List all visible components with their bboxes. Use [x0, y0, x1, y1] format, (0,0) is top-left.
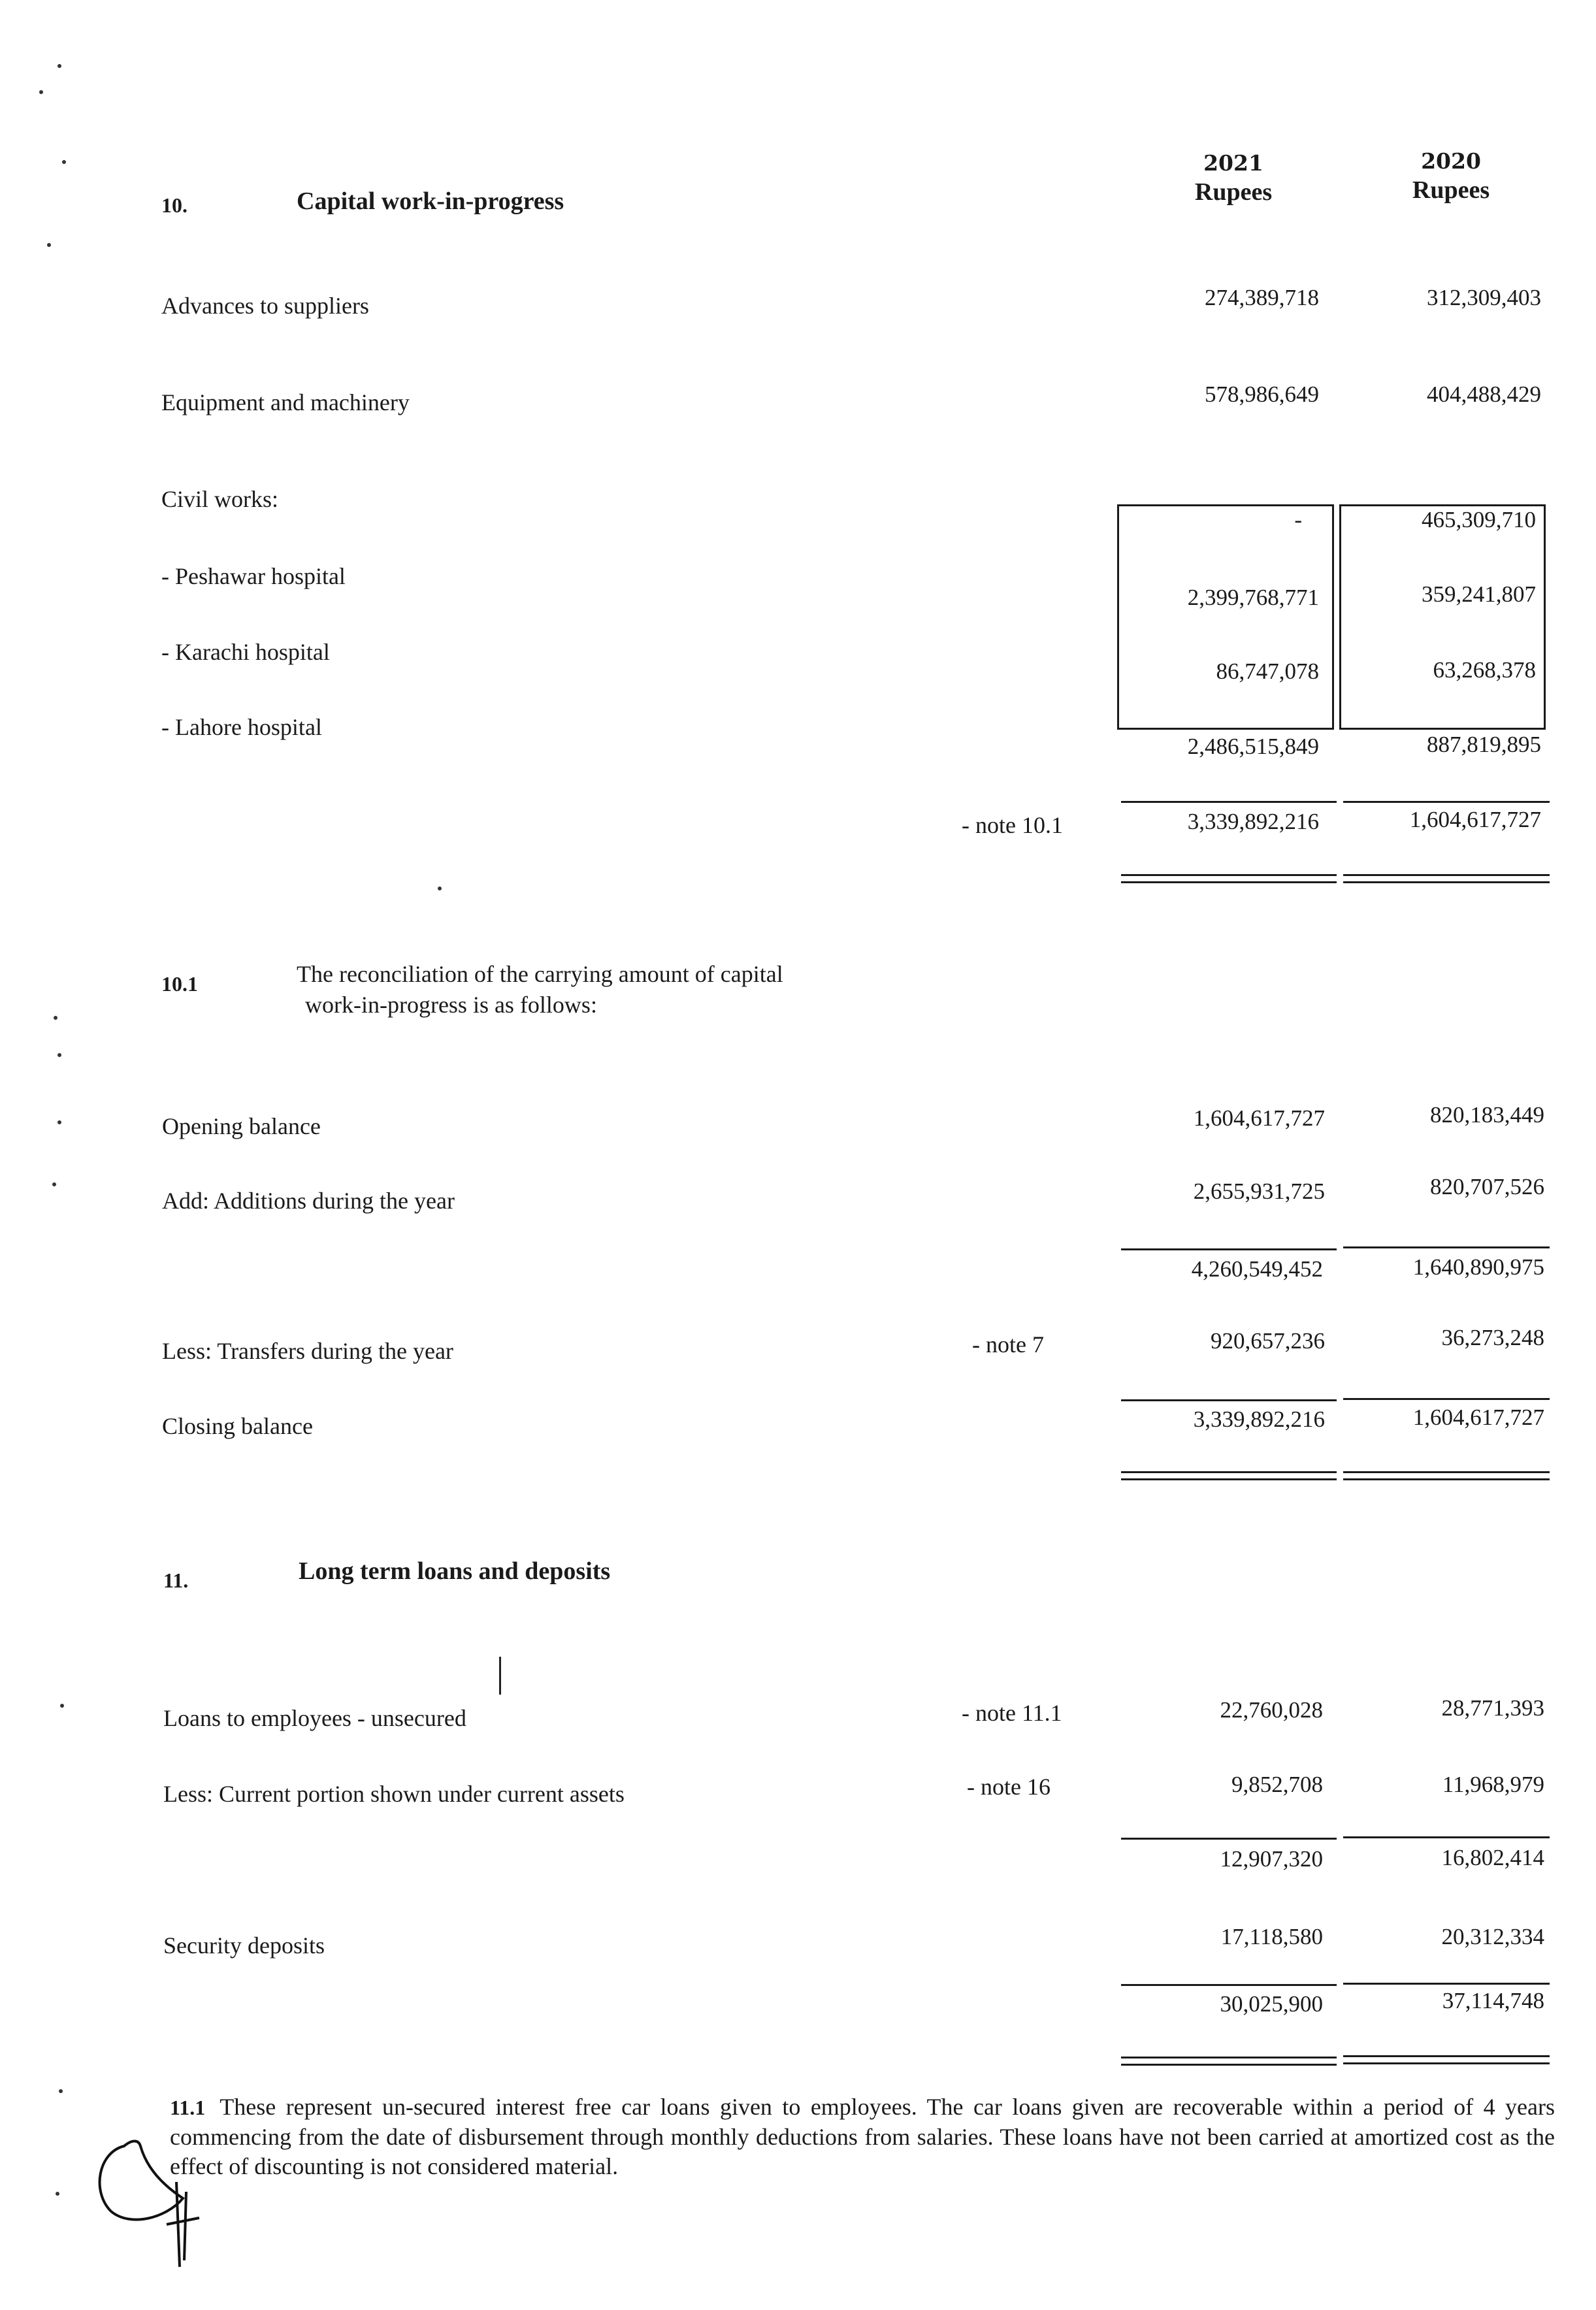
scan-speck	[56, 2192, 59, 2196]
opening-2020: 820,183,449	[1430, 1102, 1544, 1128]
double-rule	[1121, 2064, 1337, 2066]
additions-label: Add: Additions during the year	[162, 1188, 455, 1214]
closing-label: Closing balance	[162, 1413, 313, 1439]
double-rule	[1121, 2057, 1337, 2058]
section-11-number: 11.	[163, 1569, 189, 1592]
equipment-2021: 578,986,649	[1205, 382, 1319, 407]
rupees-2021-header: Rupees	[1194, 178, 1273, 206]
rule	[1121, 1984, 1337, 1986]
advances-2021: 274,389,718	[1205, 285, 1319, 310]
subtotal-2021: 4,260,549,452	[1191, 1256, 1323, 1282]
section-10-total-2021: 3,339,892,216	[1187, 809, 1319, 834]
rule	[1343, 1836, 1550, 1838]
opening-2021: 1,604,617,727	[1193, 1105, 1325, 1131]
peshawar-2020: 465,309,710	[1422, 507, 1536, 532]
note-7-ref: - note 7	[972, 1331, 1044, 1358]
note-11-1-text: These represent un-secured interest free car loans given to employees. The car loans given are recoverable within a period of 4 years commencing from the date of disbursement through monthly deductions from salaries. These loans have not been carried at amortized cost as the effect of discounting is not considered material.	[170, 2094, 1555, 2179]
note-11-1-paragraph	[170, 2092, 1555, 2181]
double-rule	[1121, 1478, 1337, 1480]
scan-speck	[57, 1120, 61, 1124]
scan-speck	[57, 1053, 61, 1057]
scan-speck	[59, 2089, 63, 2093]
transfers-label: Less: Transfers during the year	[162, 1338, 453, 1364]
rule	[1343, 1398, 1550, 1400]
security-deposits-2021: 17,118,580	[1220, 1924, 1323, 1949]
lahore-2020: 63,268,378	[1433, 657, 1536, 683]
karachi-2021: 2,399,768,771	[1187, 585, 1319, 610]
note-10-1-ref: - note 10.1	[962, 812, 1063, 838]
net-loans-2021: 12,907,320	[1220, 1846, 1323, 1872]
scan-speck	[438, 887, 442, 890]
note-16-ref: - note 16	[967, 1774, 1050, 1800]
double-rule	[1343, 881, 1550, 883]
scan-speck	[60, 1704, 64, 1708]
current-portion-2020: 11,968,979	[1442, 1772, 1544, 1797]
scan-speck	[47, 243, 51, 247]
opening-label: Opening balance	[162, 1113, 321, 1139]
loans-label: Loans to employees - unsecured	[163, 1705, 466, 1731]
peshawar-2021: -	[1294, 507, 1302, 532]
lahore-label: - Lahore hospital	[161, 714, 322, 740]
scan-speck	[54, 1016, 57, 1020]
handwritten-initials-mark	[85, 2120, 209, 2277]
rule	[1343, 1246, 1550, 1248]
rule	[1121, 1399, 1337, 1401]
subtotal-2020: 1,640,890,975	[1412, 1254, 1544, 1280]
civil-works-box-2021	[1117, 504, 1334, 730]
section-10-title: Capital work-in-progress	[297, 187, 564, 215]
loans-2021: 22,760,028	[1220, 1697, 1323, 1723]
current-portion-2021: 9,852,708	[1231, 1772, 1323, 1797]
closing-2020: 1,604,617,727	[1412, 1405, 1544, 1430]
section-11-total-2020: 37,114,748	[1442, 1988, 1544, 2013]
rupees-2020-header: Rupees	[1412, 176, 1490, 204]
double-rule	[1343, 1478, 1550, 1480]
karachi-2020: 359,241,807	[1422, 581, 1536, 607]
double-rule	[1121, 874, 1337, 876]
double-rule	[1343, 1471, 1550, 1473]
transfers-2020: 36,273,248	[1441, 1325, 1544, 1350]
additions-2021: 2,655,931,725	[1193, 1179, 1325, 1204]
double-rule	[1343, 2062, 1550, 2064]
civil-total-2020: 887,819,895	[1427, 732, 1541, 757]
section-10-1-text-line2: work-in-progress is as follows:	[305, 992, 597, 1018]
closing-2021: 3,339,892,216	[1193, 1407, 1325, 1432]
year-2020-header: 2020	[1421, 148, 1481, 174]
double-rule	[1121, 1471, 1337, 1473]
note-11-1-ref: - note 11.1	[962, 1700, 1062, 1726]
civil-total-2021: 2,486,515,849	[1187, 734, 1319, 759]
note-11-1-number: 11.1	[170, 2096, 206, 2119]
double-rule	[1121, 881, 1337, 883]
advances-label: Advances to suppliers	[161, 293, 369, 319]
section-10-1-number: 10.1	[161, 972, 198, 996]
section-11-title: Long term loans and deposits	[299, 1557, 611, 1585]
section-10-1-text-line1: The reconciliation of the carrying amount of capital	[297, 961, 783, 987]
scan-speck	[39, 90, 43, 94]
double-rule	[1343, 2055, 1550, 2057]
equipment-2020: 404,488,429	[1427, 382, 1541, 407]
peshawar-label: - Peshawar hospital	[161, 563, 346, 589]
advances-2020: 312,309,403	[1427, 285, 1541, 310]
rule	[1121, 1838, 1337, 1840]
rule	[1343, 1983, 1550, 1985]
scan-speck	[52, 1182, 56, 1186]
rule	[1343, 801, 1550, 803]
section-10-total-2020: 1,604,617,727	[1409, 807, 1541, 832]
karachi-label: - Karachi hospital	[161, 639, 330, 665]
security-deposits-label: Security deposits	[163, 1932, 325, 1959]
section-10-number: 10.	[161, 193, 187, 217]
net-loans-2020: 16,802,414	[1441, 1845, 1544, 1870]
equipment-label: Equipment and machinery	[161, 389, 410, 415]
transfers-2021: 920,657,236	[1211, 1328, 1325, 1354]
civil-works-label: Civil works:	[161, 486, 279, 512]
scan-mark	[499, 1657, 501, 1695]
year-2021-header: 2021	[1203, 150, 1263, 176]
scan-speck	[57, 64, 61, 68]
rule	[1121, 1248, 1337, 1250]
lahore-2021: 86,747,078	[1216, 659, 1319, 684]
additions-2020: 820,707,526	[1430, 1174, 1544, 1199]
rule	[1121, 801, 1337, 803]
double-rule	[1343, 874, 1550, 876]
scan-speck	[62, 160, 66, 164]
section-11-total-2021: 30,025,900	[1220, 1991, 1323, 2017]
current-portion-label: Less: Current portion shown under current assets	[163, 1781, 625, 1807]
security-deposits-2020: 20,312,334	[1441, 1924, 1544, 1949]
civil-works-box-2020	[1339, 504, 1546, 730]
loans-2020: 28,771,393	[1441, 1695, 1544, 1721]
